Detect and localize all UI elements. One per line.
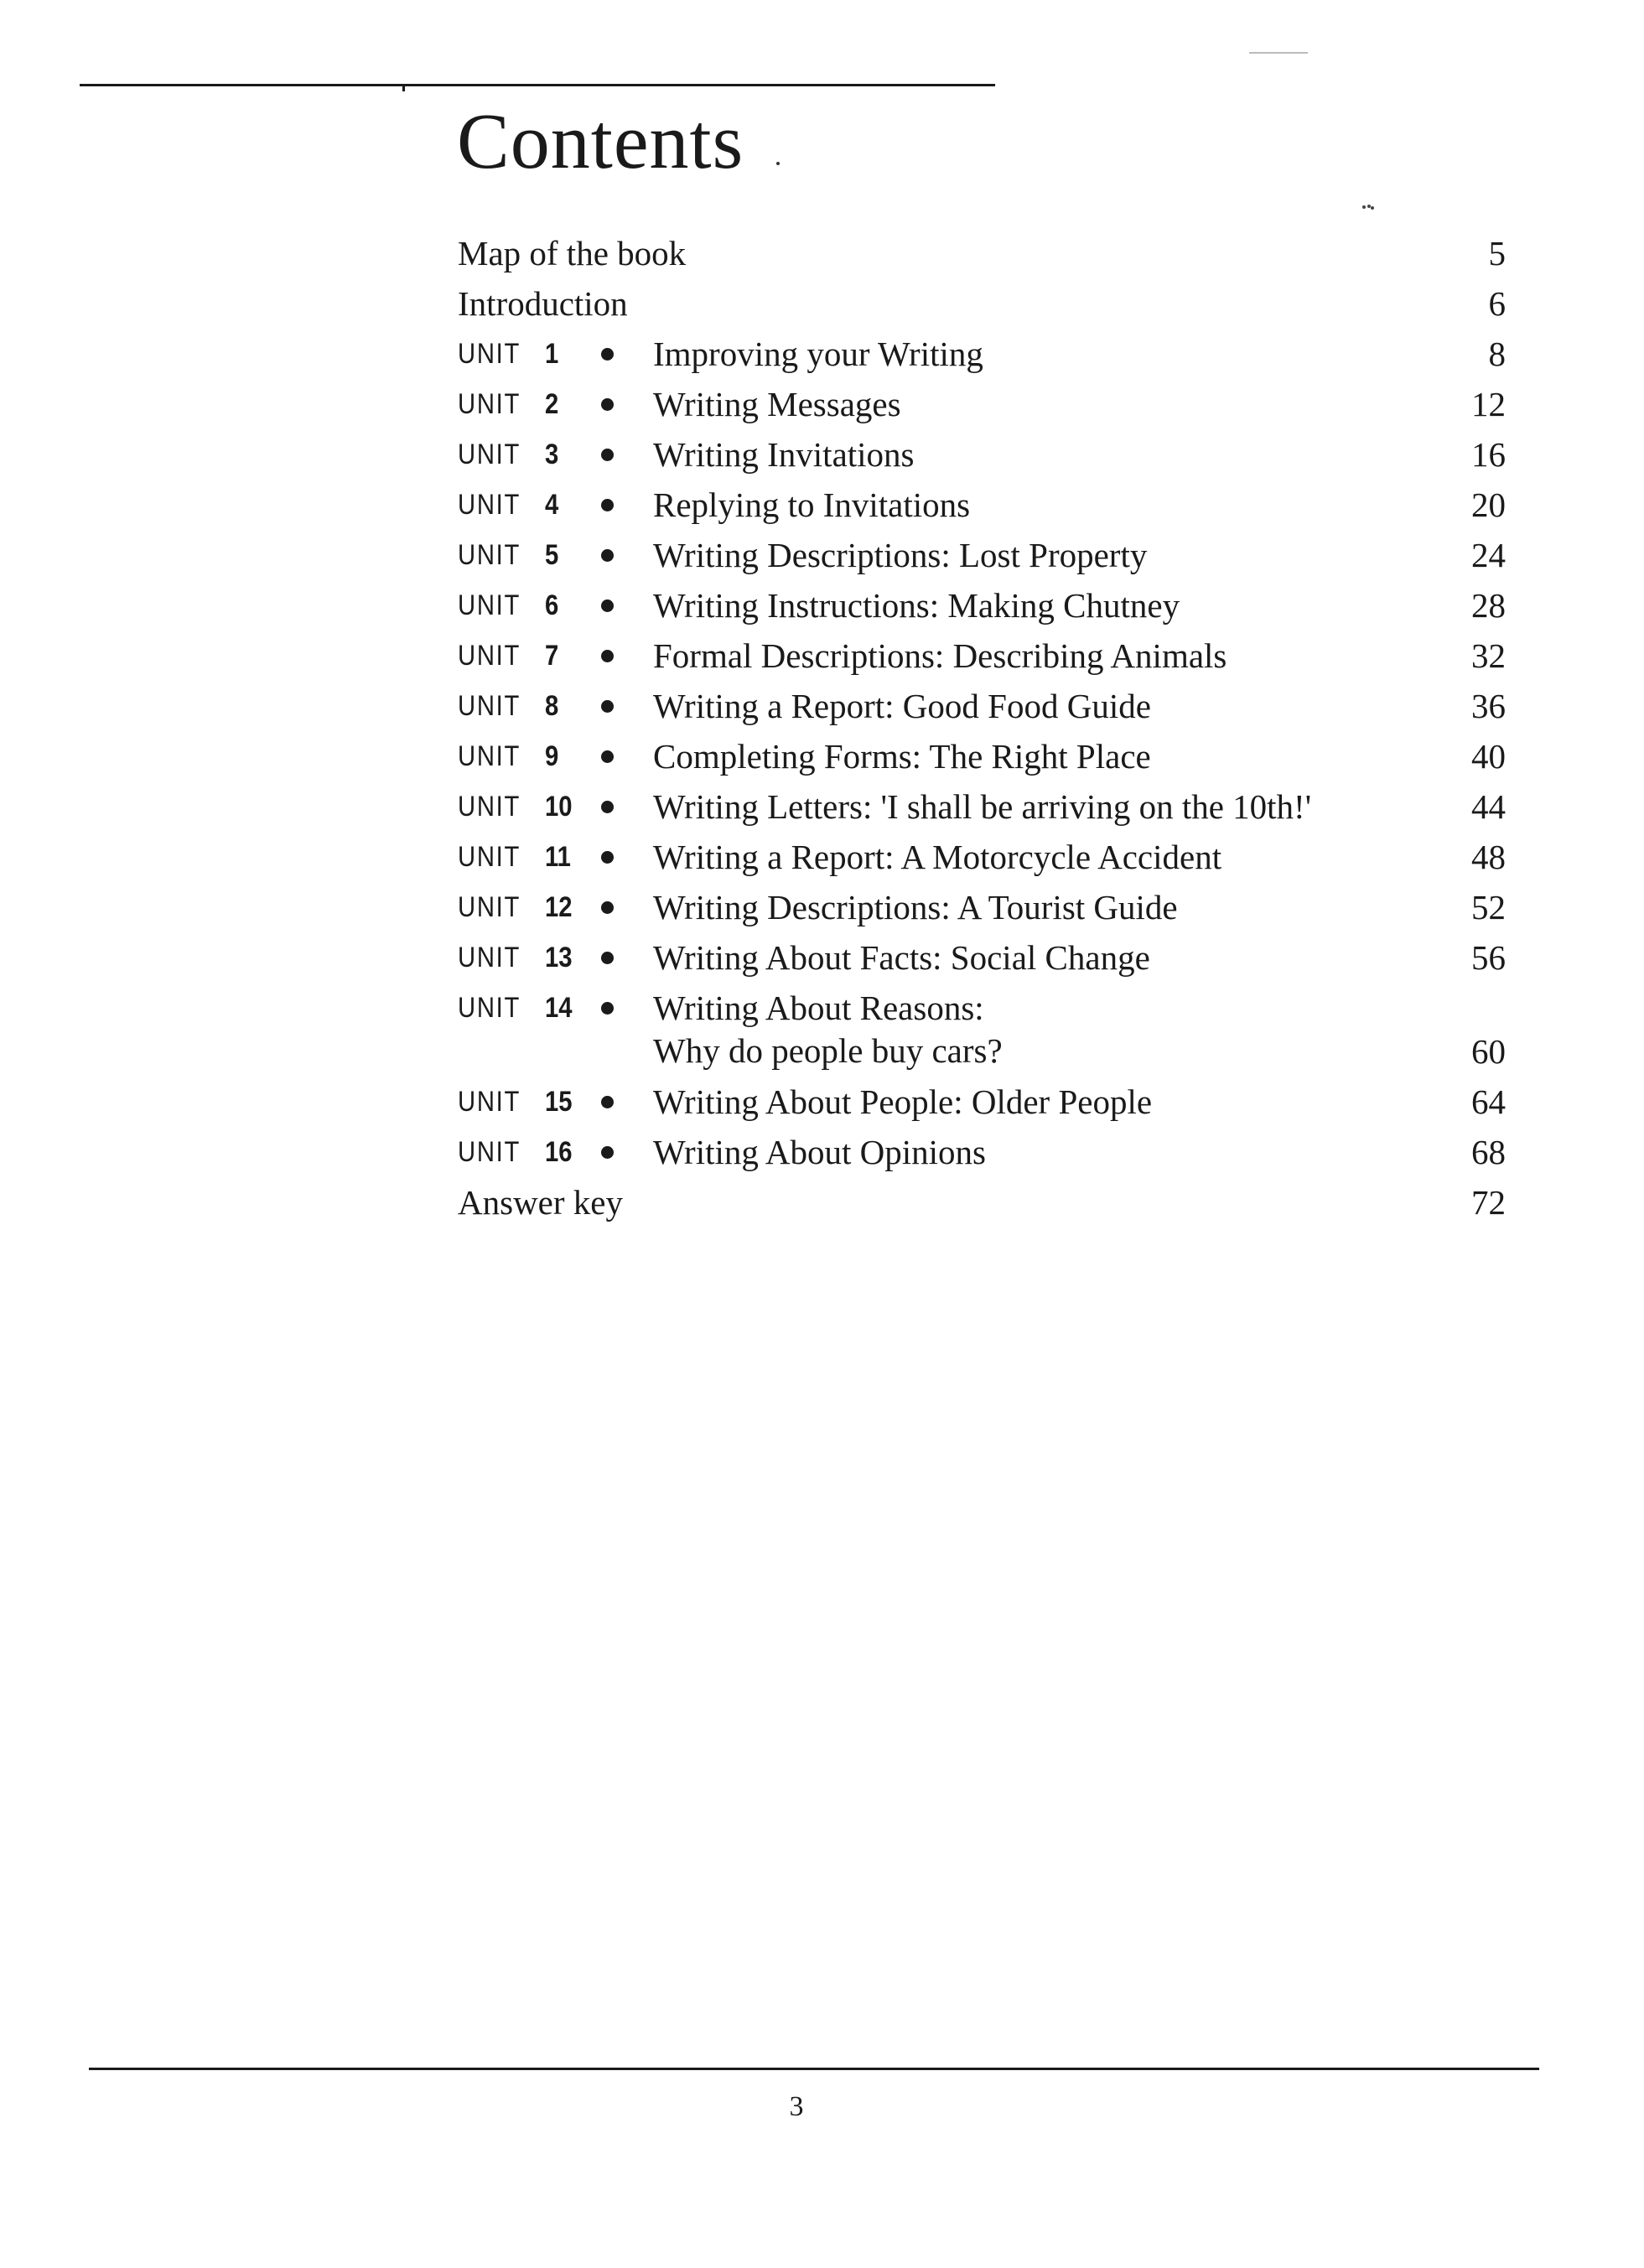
toc-page-number: 8 [1488,335,1506,373]
toc-page-number: 56 [1471,938,1506,977]
toc-page-number: 72 [1471,1183,1506,1222]
toc-entry-unit-5[interactable] [458,530,1506,580]
unit-title: Writing Invitations [653,435,915,474]
unit-title: Writing Instructions: Making Chutney [653,586,1180,625]
bottom-rule [89,2068,1539,2070]
page-title: Contents [457,98,744,185]
bullet-icon [601,599,614,612]
toc-entry-unit-1[interactable] [458,329,1506,379]
bullet-icon [601,348,614,361]
toc-page-number: 52 [1471,888,1506,926]
toc-page-number: 24 [1471,536,1506,574]
unit-title: Completing Forms: The Right Place [653,737,1151,776]
title-speck [776,162,780,165]
unit-number: 10 [545,791,573,823]
scan-specks [1362,205,1374,210]
unit-label: UNIT [458,1136,521,1168]
bullet-icon [601,851,614,864]
bullet-icon [601,952,614,964]
toc-entry-unit-15[interactable] [458,1077,1506,1127]
unit-label: UNIT [458,439,521,470]
toc-entry-unit-16[interactable] [458,1127,1506,1177]
toc-page-number: 60 [1471,1032,1506,1071]
unit-label: UNIT [458,1086,521,1118]
unit-label: UNIT [458,942,521,973]
bullet-icon [601,650,614,662]
bullet-icon [601,1002,614,1015]
bullet-icon [601,700,614,713]
unit-number: 1 [545,338,559,370]
unit-title-line-1: Writing About Reasons: [653,989,984,1027]
page-number: 3 [789,2091,804,2122]
toc-page-number: 48 [1471,838,1506,876]
toc-entry-unit-8[interactable] [458,681,1506,731]
toc-page-number: 5 [1488,234,1506,272]
unit-label: UNIT [458,539,521,571]
unit-number: 8 [545,690,559,722]
unit-title-line-2: Why do people buy cars? [653,1031,1003,1070]
toc-entry-unit-11[interactable] [458,832,1506,882]
toc-page-number: 36 [1471,687,1506,725]
unit-title: Improving your Writing [653,335,983,373]
bullet-icon [601,499,614,511]
unit-label: UNIT [458,489,521,521]
toc-entry-answer-key[interactable] [458,1177,1506,1227]
scan-mark [1249,52,1308,54]
unit-number: 14 [545,992,573,1024]
toc-entry-unit-2[interactable] [458,379,1506,429]
unit-label: UNIT [458,891,521,923]
unit-label: UNIT [458,740,521,772]
unit-title: Writing a Report: A Motorcycle Accident [653,838,1222,876]
unit-label: UNIT [458,589,521,621]
toc-entry-label: Introduction [458,284,628,323]
bullet-icon [601,449,614,461]
toc-entry-unit-10[interactable] [458,781,1506,832]
toc-entry-unit-3[interactable] [458,429,1506,480]
unit-number: 7 [545,640,559,672]
bullet-icon [601,398,614,411]
unit-title: Formal Descriptions: Describing Animals [653,636,1227,675]
toc-entry-unit-9[interactable] [458,731,1506,781]
unit-number: 3 [545,439,559,470]
unit-number: 6 [545,589,559,621]
top-rule-tick [402,84,405,91]
toc-page-number: 20 [1471,485,1506,524]
unit-label: UNIT [458,992,521,1024]
unit-number: 13 [545,942,573,973]
toc-page-number: 28 [1471,586,1506,625]
unit-title: Writing About Facts: Social Change [653,938,1150,977]
unit-title: Writing Descriptions: Lost Property [653,536,1148,574]
unit-title: Writing Messages [653,385,901,423]
toc-entry-unit-12[interactable] [458,882,1506,932]
unit-number: 2 [545,388,559,420]
bullet-icon [601,750,614,763]
bullet-icon [601,801,614,813]
toc-entry-unit-14[interactable] [458,983,1506,1077]
toc-page-number: 32 [1471,636,1506,675]
toc-page-number: 44 [1471,787,1506,826]
contents-list [458,228,1506,1227]
unit-title: Writing Letters: 'I shall be arriving on the 10th!' [653,787,1312,826]
unit-label: UNIT [458,338,521,370]
toc-entry-label: Answer key [458,1183,623,1222]
unit-number: 16 [545,1136,573,1168]
unit-title: Replying to Invitations [653,485,971,524]
unit-number: 15 [545,1086,573,1118]
unit-label: UNIT [458,640,521,672]
toc-page-number: 40 [1471,737,1506,776]
unit-label: UNIT [458,690,521,722]
bullet-icon [601,1146,614,1159]
bullet-icon [601,549,614,562]
toc-entry-unit-4[interactable] [458,480,1506,530]
toc-entry-map-of-the-book[interactable] [458,228,1506,278]
bullet-icon [601,901,614,914]
toc-page-number: 12 [1471,385,1506,423]
toc-page-number: 6 [1488,284,1506,323]
toc-entry-introduction[interactable] [458,278,1506,329]
unit-label: UNIT [458,791,521,823]
unit-title: Writing a Report: Good Food Guide [653,687,1151,725]
toc-entry-unit-7[interactable] [458,631,1506,681]
unit-label: UNIT [458,841,521,873]
unit-number: 12 [545,891,573,923]
unit-title: Writing About People: Older People [653,1082,1153,1121]
toc-page-number: 64 [1471,1082,1506,1121]
unit-number: 5 [545,539,559,571]
unit-number: 11 [545,841,571,873]
top-rule [80,84,995,86]
unit-number: 9 [545,740,559,772]
toc-entry-label: Map of the book [458,234,687,272]
unit-label: UNIT [458,388,521,420]
unit-title: Writing Descriptions: A Tourist Guide [653,888,1178,926]
toc-entry-unit-6[interactable] [458,580,1506,631]
toc-page-number: 68 [1471,1133,1506,1171]
unit-title: Writing About Opinions [653,1133,986,1171]
toc-page-number: 16 [1471,435,1506,474]
bullet-icon [601,1096,614,1108]
unit-number: 4 [545,489,559,521]
unit-title [653,983,1003,1072]
toc-entry-unit-13[interactable] [458,932,1506,983]
